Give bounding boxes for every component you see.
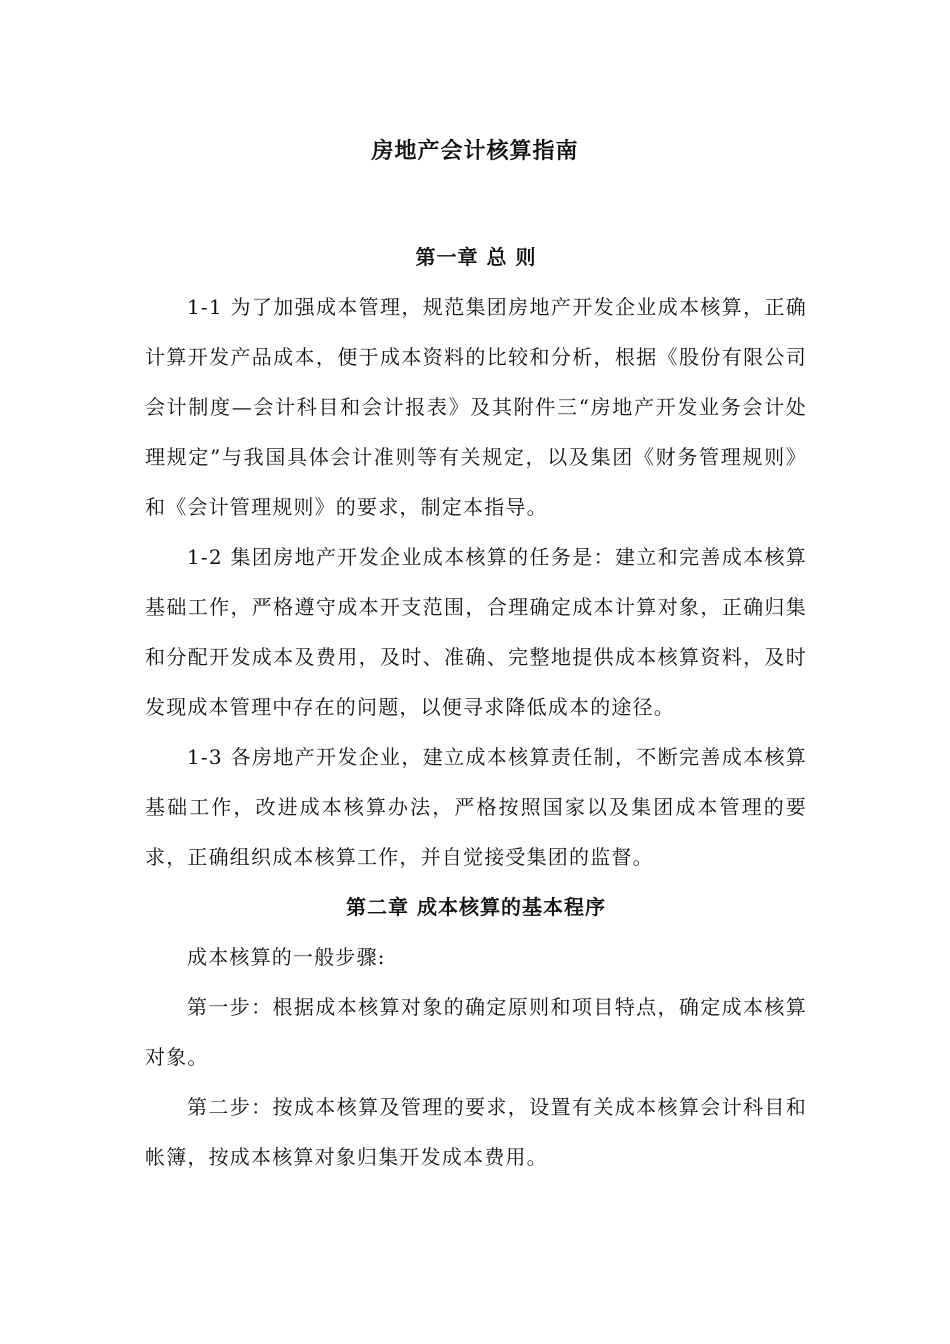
paragraph-step-2: 第二步：按成本核算及管理的要求，设置有关成本核算会计科目和帐簿，按成本核算对象归集开发成本费用。 [145, 1095, 807, 1169]
chapter-2-heading: 第二章 成本核算的基本程序 [346, 895, 606, 919]
document-title: 房地产会计核算指南 [371, 139, 579, 164]
paragraph-steps-intro: 成本核算的一般步骤: [187, 945, 386, 969]
document-body [145, 232, 807, 1182]
paragraph-1-1: 1-1 为了加强成本管理，规范集团房地产开发企业成本核算，正确计算开发产品成本，便于成本资料的比较和分析，根据《股份有限公司会计制度—会计科目和会计报表》及其附件三“房地产开发业务会计处理规定”与我国具体会计准则等有关规定，以及集团《财务管理规则》和《会计管理规则》的要求，制定本指导。 [145, 295, 807, 519]
paragraph-step-1: 第一步：根据成本核算对象的确定原则和项目特点，确定成本核算对象。 [145, 995, 807, 1069]
paragraph-1-3: 1-3 各房地产开发企业，建立成本核算责任制，不断完善成本核算基础工作，改进成本核算办法，严格按照国家以及集团成本管理的要求，正确组织成本核算工作，并自觉接受集团的监督。 [145, 745, 807, 869]
chapter-1-heading: 第一章 总 则 [415, 245, 537, 269]
paragraph-1-2: 1-2 集团房地产开发企业成本核算的任务是：建立和完善成本核算基础工作，严格遵守成本开支范围，合理确定成本计算对象，正确归集和分配开发成本及费用，及时、准确、完整地提供成本核算资料，及时发现成本管理中存在的问题，以便寻求降低成本的途径。 [145, 545, 807, 719]
